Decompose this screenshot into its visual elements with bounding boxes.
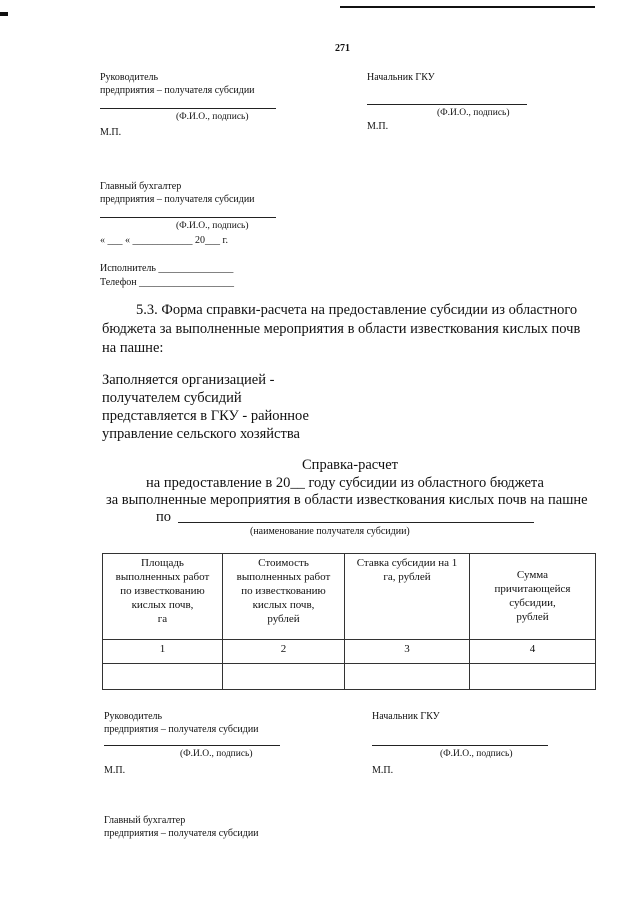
- doc-subtitle: за выполненные мероприятия в области известкования кислых почв на пашне: [106, 492, 588, 508]
- section-heading-line: бюджета за выполненные мероприятия в области известкования кислых почв: [102, 321, 581, 337]
- signature-caption: (Ф.И.О., подпись): [176, 221, 249, 231]
- empty-cell: [470, 664, 596, 690]
- header-cost: Стоимость выполненных работ по известкованию кислых почв, рублей: [223, 554, 345, 640]
- header-rate: Ставка субсидии на 1 га, рублей: [345, 554, 470, 640]
- fill-note-line: управление сельского хозяйства: [102, 426, 300, 442]
- signature-caption: (Ф.И.О., подпись): [176, 112, 249, 122]
- calculation-table: [102, 553, 596, 690]
- executor-line: Исполнитель _______________: [100, 263, 234, 274]
- recipient-name-line: [178, 522, 534, 523]
- signature-caption: (Ф.И.О., подпись): [180, 749, 253, 759]
- empty-cell: [103, 664, 223, 690]
- section-heading-line: 5.3. Форма справки-расчета на предоставление субсидии из областного: [136, 302, 578, 318]
- accountant-title-2: предприятия – получателя субсидии: [100, 194, 255, 205]
- head-title-1: Руководитель: [100, 72, 159, 83]
- page-number: 271: [335, 43, 350, 54]
- date-line: « ___ « ____________ 20___ г.: [100, 235, 228, 246]
- accountant-title-1: Главный бухгалтер: [104, 815, 186, 826]
- phone-line: Телефон ___________________: [100, 277, 235, 288]
- column-number: 2: [223, 640, 345, 664]
- recipient-caption: (наименование получателя субсидии): [250, 526, 410, 537]
- po-label: по: [156, 509, 172, 525]
- section-heading-line: на пашне:: [102, 340, 164, 356]
- top-rule: [340, 6, 595, 8]
- head-title-2: предприятия – получателя субсидии: [100, 85, 255, 96]
- accountant-title-1: Главный бухгалтер: [100, 181, 182, 192]
- doc-title: Справка-расчет: [302, 457, 398, 473]
- empty-cell: [345, 664, 470, 690]
- signature-line: [104, 745, 280, 746]
- signature-caption: (Ф.И.О., подпись): [440, 749, 513, 759]
- accountant-title-2: предприятия – получателя субсидии: [104, 828, 259, 839]
- gku-title: Начальник ГКУ: [372, 711, 440, 722]
- header-area: Площадь выполненных работ по известкованию кислых почв, га: [103, 554, 223, 640]
- fill-note-line: получателем субсидий: [102, 390, 242, 406]
- header-sum: Сумма причитающейся субсидии, рублей: [470, 554, 596, 640]
- head-title-1: Руководитель: [104, 711, 163, 722]
- signature-caption: (Ф.И.О., подпись): [437, 108, 510, 118]
- signature-line: [367, 104, 527, 105]
- gku-title: Начальник ГКУ: [367, 72, 435, 83]
- column-number: 1: [103, 640, 223, 664]
- seal-label: М.П.: [100, 127, 122, 138]
- signature-line: [100, 217, 276, 218]
- column-number: 3: [345, 640, 470, 664]
- empty-cell: [223, 664, 345, 690]
- scan-mark: [0, 12, 8, 16]
- seal-label: М.П.: [367, 121, 389, 132]
- fill-note-line: Заполняется организацией -: [102, 372, 275, 388]
- head-title-2: предприятия – получателя субсидии: [104, 724, 259, 735]
- column-number: 4: [470, 640, 596, 664]
- signature-line: [100, 108, 276, 109]
- fill-note-line: представляется в ГКУ - районное: [102, 408, 309, 424]
- doc-subtitle: на предоставление в 20__ году субсидии из областного бюджета: [146, 475, 544, 491]
- seal-label: М.П.: [104, 765, 126, 776]
- seal-label: М.П.: [372, 765, 394, 776]
- signature-line: [372, 745, 548, 746]
